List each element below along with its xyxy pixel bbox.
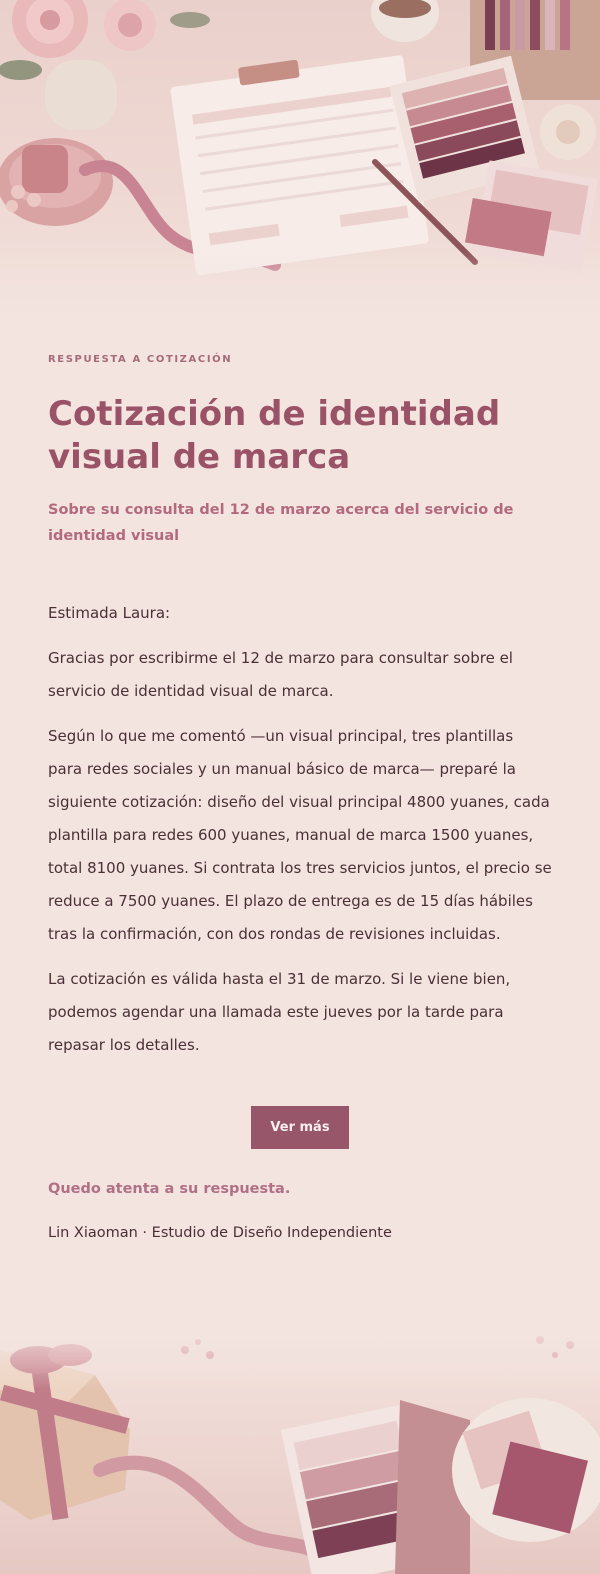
- body-paragraph: Según lo que me comentó —un visual principal, tres plantillas para redes sociales y un manual básico de marca— preparé la siguiente cotización: diseño del visual principal 4800 yuanes, cada plantilla para redes 600 yuanes, manual de marca 1500 yuanes, total 8100 yuanes. Si contrata los tres servicios juntos, el precio se reduce a 7500 yuanes. El plazo de entrega es de 15 días hábiles tras la confirmación, con dos rondas de revisiones incluidas.: [48, 727, 552, 943]
- email-content: [48, 354, 552, 1243]
- body-paragraph: La cotización es válida hasta el 31 de marzo. Si le viene bien, podemos agendar una llamada este jueves por la tarde para repasar los detalles.: [48, 970, 511, 1054]
- cta-container: [48, 1106, 552, 1149]
- body-paragraph: Gracias por escribirme el 12 de marzo para consultar sobre el servicio de identidad visual de marca.: [48, 649, 513, 700]
- page-subtitle: Sobre su consulta del 12 de marzo acerca del servicio de identidad visual: [48, 502, 514, 544]
- eyebrow-label: RESPUESTA A COTIZACIÓN: [48, 354, 233, 365]
- hero-illustration: [0, 0, 600, 340]
- page-title: Cotización de identidad visual de marca: [48, 394, 501, 477]
- see-more-button[interactable]: Ver más: [251, 1106, 348, 1149]
- signature: Lin Xiaoman · Estudio de Diseño Independiente: [48, 1225, 392, 1241]
- thread-spool-icon: [22, 145, 68, 193]
- clipboard-icon: [169, 45, 430, 276]
- footer-illustration: [0, 1320, 600, 1574]
- greeting: Estimada Laura:: [48, 604, 171, 622]
- closing-line: Quedo atenta a su respuesta.: [48, 1181, 291, 1197]
